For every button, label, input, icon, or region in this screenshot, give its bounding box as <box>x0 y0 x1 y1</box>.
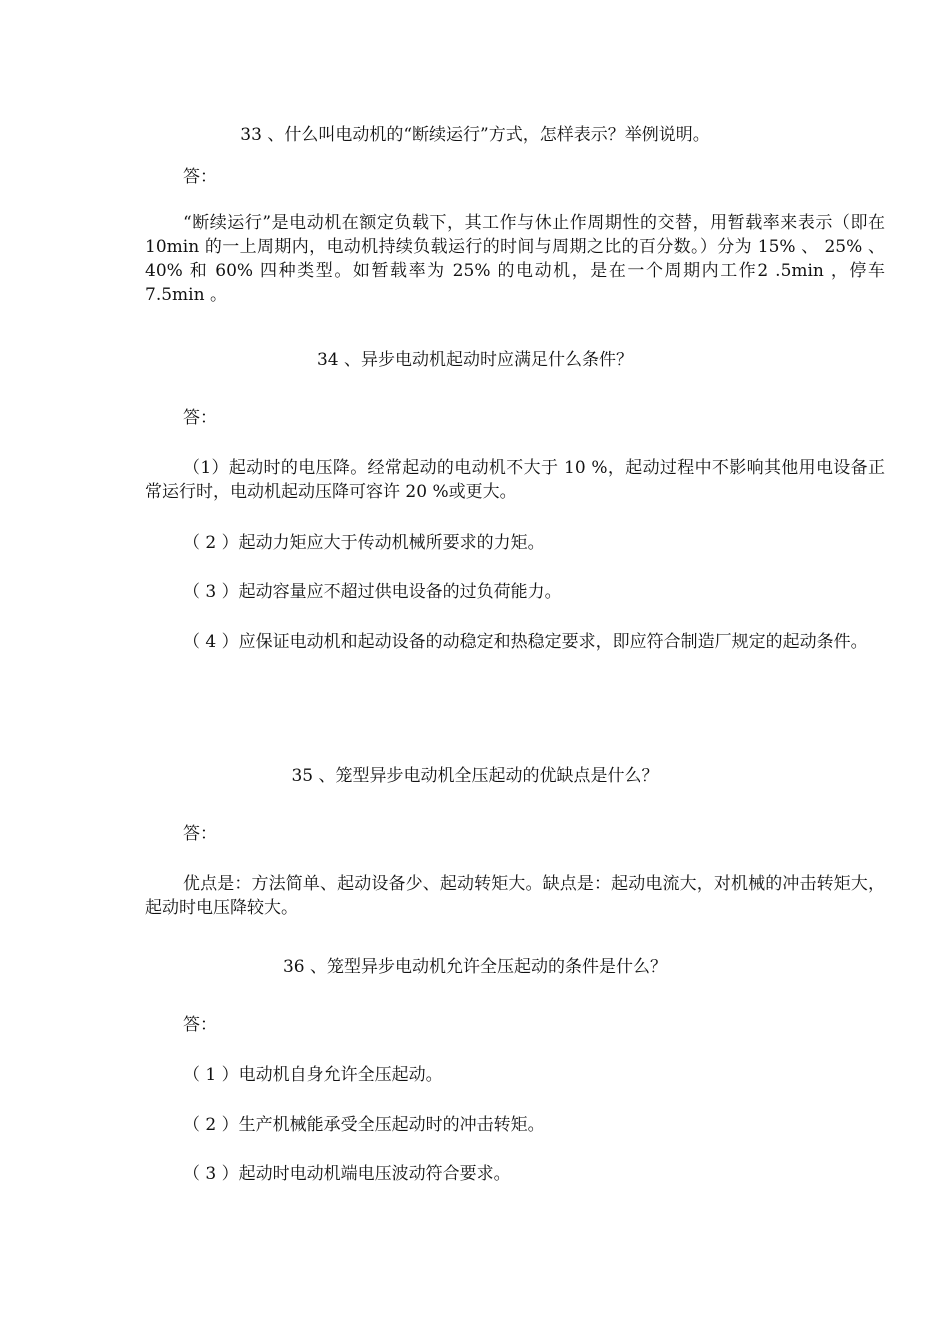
question-33-heading: 33 、什么叫电动机的“断续运行”方式，怎样表示？举例说明。 <box>240 125 710 145</box>
question-34-item-3: （ 3 ）起动容量应不超过供电设备的过负荷能力。 <box>183 582 562 602</box>
question-33-answer-label: 答： <box>183 167 217 187</box>
question-33-answer-text: “断续运行”是电动机在额定负载下，其工作与休止作周期性的交替，用暂载率来表示（即在 10min 的一上周期内，电动机持续负载运行的时间与周期之比的百分数。）分为 15% 、 25% 、 40% 和 60% 四种类型。如暂载率为 25% 的电动机，是在一个周期内工作2 .5min ，停车 7.5min 。 <box>145 213 885 305</box>
question-36-heading: 36 、笼型异步电动机允许全压起动的条件是什么？ <box>282 957 668 977</box>
question-35-answer-label: 答： <box>183 824 217 844</box>
question-36-item-3: （ 3 ）起动时电动机端电压波动符合要求。 <box>183 1164 511 1184</box>
question-36-item-2: （ 2 ）生产机械能承受全压起动时的冲击转矩。 <box>183 1115 545 1135</box>
question-34-item-4: （ 4 ）应保证电动机和起动设备的动稳定和热稳定要求，即应符合制造厂规定的起动条件。 <box>183 632 868 652</box>
question-36-answer-label: 答： <box>183 1015 217 1035</box>
question-34-item-2: （ 2 ）起动力矩应大于传动机械所要求的力矩。 <box>183 533 545 553</box>
question-34-item-1: （1）起动时的电压降。经常起动的电动机不大于 10 %，起动过程中不影响其他用电设备正常运行时，电动机起动压降可容许 20 %或更大。 <box>145 458 885 502</box>
question-34-heading: 34 、异步电动机起动时应满足什么条件？ <box>316 350 634 370</box>
question-36-item-1: （ 1 ）电动机自身允许全压起动。 <box>183 1065 443 1085</box>
question-35-heading: 35 、笼型异步电动机全压起动的优缺点是什么？ <box>291 766 659 786</box>
question-35-answer-text: 优点是：方法简单、起动设备少、起动转矩大。缺点是：起动电流大，对机械的冲击转矩大，起动时电压降较大。 <box>145 874 885 918</box>
question-34-answer-label: 答： <box>183 408 217 428</box>
